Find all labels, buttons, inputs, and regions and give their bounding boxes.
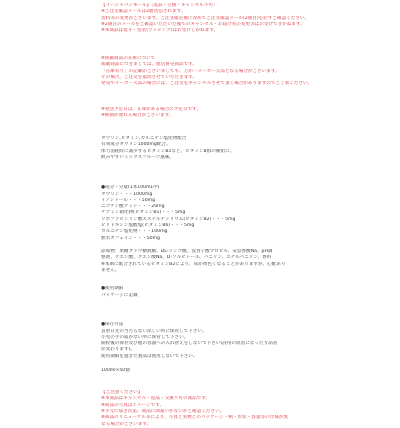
description-line: 飲みやすいミックスフルーツ風味。 xyxy=(101,154,174,160)
usage-heading: ●使用期限 xyxy=(101,286,124,291)
notice-top-line: ※本商品は熨斗・包装(ラッピング)はお受けしかねます。 xyxy=(101,28,219,34)
ingredient-line: タウリン・・・1000mg xyxy=(101,191,153,197)
additives-line: ※本剤に配合されているビタミンB2により、尿が黄色くなることがありますが、心配あり xyxy=(101,261,286,267)
ingredient-line: ピリドキシン塩酸塩(ビタミンB6)・・・5mg xyxy=(101,223,195,228)
description-line: タウリン,ビタミン,カルニチン塩化物配合 xyxy=(101,136,187,141)
notice-stock-line: 掲載商品につきましては、他店併売商品です。 xyxy=(101,62,198,68)
description-line: 有効成分タウリン1000mg配合。 xyxy=(101,142,171,148)
notice-bottom-line: ※本商品はキャンセル・返品・交換不可の商品です。 xyxy=(101,396,211,402)
ingredient-line: カルニチン塩化物・・・100mg xyxy=(101,229,168,235)
notice-bottom-line: ※商品の写真はイメージです。 xyxy=(101,402,165,408)
description-line: 体力消耗時に減少するビタミンB1など、ビタミンB群の補給に。 xyxy=(101,148,235,154)
additives-line: ません。 xyxy=(101,267,120,273)
notice-stock-line: ※掲載商品の在庫について xyxy=(101,56,156,61)
storage-line: 直射日光の当たらない涼しい所に保管して下さい。 xyxy=(101,328,207,334)
notice-stock-line: その場合、ご注文を取消させていただきます。 xyxy=(101,74,198,80)
storage-line: 開栓後の保存及び他の容器への入れ替えをしないで下さい(誤用の原因になったり品質 xyxy=(101,341,278,347)
ingredient-line: 無水カフェイン・・・50mg xyxy=(101,235,160,241)
ingredient-line: ニコチン酸アミド・・・20mg xyxy=(101,204,165,210)
ingredients-heading: ●成分・分量(1本100mL中) xyxy=(101,185,160,190)
notice-delivery-line: ※納期が遅れる場合がございます。 xyxy=(101,113,174,119)
notice-stock-line: 「在庫有り」の記載がございましても、万が一メーカー欠品となる場合がございます。 xyxy=(101,68,280,74)
notice-bottom-line: 【ご注意ください】 xyxy=(101,390,143,395)
usage-line: パッケージに記載 xyxy=(101,292,138,298)
ingredient-line: チアミン硝化物(ビタミンB1)・・・5mg xyxy=(101,210,186,216)
notice-top-line: 【イージャパンモール】［返品・交換・キャンセル不可］ xyxy=(101,3,218,8)
notice-top-line: ※ご注文確認メールは2通送信されます。 xyxy=(101,9,186,15)
additives-line: 添加物：果糖ブドウ糖液糖、DL-リンゴ酸、没食子酸プロピル、安息香酸Na、pH調 xyxy=(101,249,273,254)
storage-heading: ●保存方法 xyxy=(101,322,124,327)
notice-delivery-line: ※発送予定日は、在庫がある場合の予定日です。 xyxy=(101,107,201,112)
notice-top-line: 送料等の変更がございます。ご注文確定後に改めてご注文確認メール(2通目)を必ずご確認ください。 xyxy=(101,15,310,21)
notice-bottom-line: ※商品のリニューアル等により、写真と実物とのパッケージ・柄・形状・容量等の仕様が異 xyxy=(101,415,289,421)
ingredient-line: リボフラビンリン酸エステルナトリウム(ビタミンB2)・・・5mg xyxy=(101,216,236,222)
ingredient-line: イノシトール・・・50mg xyxy=(101,197,156,203)
quantity-text: 100ml×50個 xyxy=(101,368,130,373)
storage-line: 使用期限を過ぎた製品は使用しないで下さい。 xyxy=(101,353,198,359)
notice-bottom-line: なる場合がございます。 xyxy=(101,421,152,427)
storage-line: 小児の手の届かない所に保管して下さい。 xyxy=(101,334,189,340)
notice-top-line: ※2通目のメールをご確認いただいた後でのキャンセル・お届け先の変更等はお受けできかねます。 xyxy=(101,21,305,27)
additives-line: 整剤、クエン酸、クエン酸Na、D-ソルビトール、バニリン、エチルバニリン、香料 xyxy=(101,255,272,261)
notice-stock-line: 発売やメーカー欠品の場合には、ご注文をキャンセルさせて頂く場合がありますのでご了承ください。 xyxy=(101,81,313,87)
notice-bottom-line: ※手元に届き次第、商品に間違いがないかご確認ください。 xyxy=(101,408,225,414)
storage-line: が変わります)。 xyxy=(101,347,135,353)
